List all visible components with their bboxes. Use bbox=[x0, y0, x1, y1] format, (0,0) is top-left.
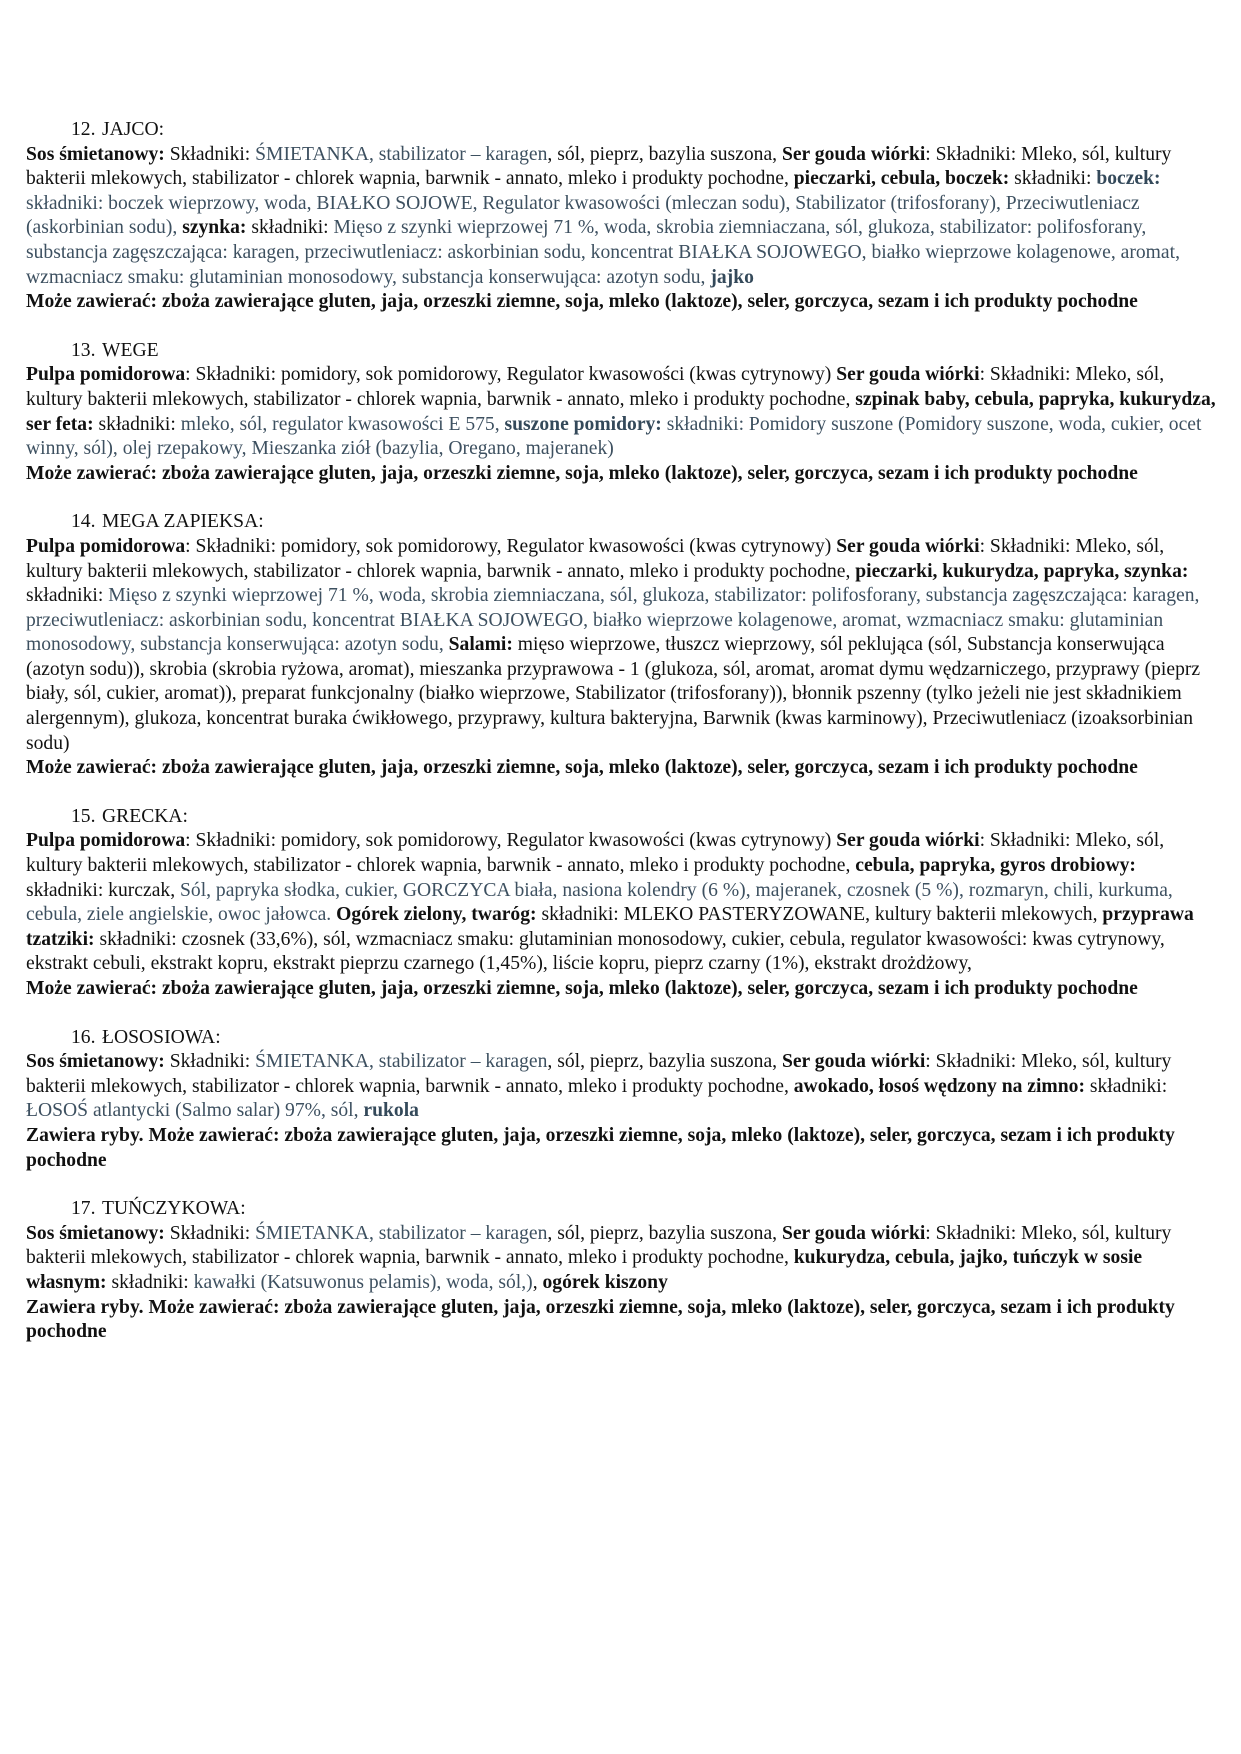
ingredient-name: Sos śmietanowy: bbox=[26, 143, 165, 165]
ingredient-text: składniki: bbox=[26, 585, 109, 607]
ingredient-name: jajko bbox=[710, 266, 754, 288]
ingredient-text: Mięso z szynki wieprzowej 71 %, woda, skrobia ziemniaczana, sól, glukoza, stabilizator: polifosforany, substancja zagęszczająca: karagen, przeciwutleniacz: askorbinian sodu, koncentrat BIAŁKA SOJOWEGO, białko wieprzowe kolagenowe, aromat, wzmacniacz smaku: glutaminian monosodowy, substancja konserwująca: azotyn sodu, bbox=[26, 585, 1200, 656]
ingredient-name: pieczarki, kukurydza, papryka, szynka: bbox=[855, 560, 1189, 582]
ingredient-text: Składniki: bbox=[164, 1222, 256, 1244]
ingredient-name: Ser gouda wiórki bbox=[836, 830, 980, 852]
ingredient-name: boczek: bbox=[1096, 168, 1161, 190]
menu-item-title: TUŃCZYKOWA: bbox=[102, 1198, 246, 1220]
ingredients-document bbox=[26, 118, 1218, 1369]
ingredients-paragraph bbox=[26, 1222, 1218, 1296]
menu-item-heading bbox=[26, 805, 1218, 830]
ingredient-text: składniki: bbox=[1009, 168, 1097, 190]
ingredient-name: Pulpa pomidorowa bbox=[26, 364, 186, 386]
ingredient-name: kukurydza, cebula, jajko, tuńczyk w sosie własnym: bbox=[26, 1247, 1143, 1293]
ingredient-name: szynka: bbox=[182, 217, 247, 239]
ingredient-text: składniki: bbox=[1084, 1075, 1168, 1097]
allergen-warning: Może zawierać: zboża zawierające gluten, jaja, orzeszki ziemne, soja, mleko (laktoze), seler, gorczyca, sezam i ich produkty pochodne bbox=[26, 291, 1138, 313]
ingredient-text: ŁOSOŚ atlantycki (Salmo salar) 97%, sól, bbox=[26, 1100, 364, 1122]
ingredient-text: składniki: Pomidory suszone (Pomidory suszone, woda, cukier, ocet winny, sól), olej rzepakowy, Mieszanka ziół (bazylia, Oregano, majeranek) bbox=[26, 413, 1202, 460]
ingredient-text: : Składniki: Mleko, sól, kultury bakterii mlekowych, stabilizator - chlorek wapnia, barwnik - annato, mleko i produkty pochodne, bbox=[26, 1222, 1172, 1269]
menu-item-title: ŁOSOSIOWA: bbox=[102, 1026, 221, 1048]
ingredient-name: Ser gouda wiórki bbox=[836, 364, 980, 386]
ingredient-name: suszone pomidory: bbox=[504, 413, 662, 435]
ingredient-text: składniki: boczek wieprzowy, woda, BIAŁKO SOJOWE, Regulator kwasowości (mleczan sodu), Stabilizator (trifosforany), Przeciwutleniacz (askorbinian sodu), bbox=[26, 192, 1140, 239]
menu-item-section bbox=[26, 339, 1218, 487]
menu-item-heading bbox=[26, 118, 1218, 143]
ingredients-paragraph bbox=[26, 829, 1218, 977]
menu-item-title: WEGE bbox=[102, 339, 159, 361]
ingredient-text: , sól, pieprz, bazylia suszona, bbox=[547, 1222, 782, 1244]
ingredient-text: ŚMIETANKA, stabilizator – karagen bbox=[255, 143, 548, 165]
ingredient-name: Ser gouda wiórki bbox=[781, 1051, 926, 1073]
allergen-warning: Zawiera ryby. Może zawierać: zboża zawierające gluten, jaja, orzeszki ziemne, soja, mleko (laktoze), seler, gorczyca, sezam i ich produkty pochodne bbox=[26, 1296, 1175, 1343]
menu-item-number: 14. bbox=[71, 511, 96, 533]
ingredient-text: Sól, papryka słodka, cukier, GORCZYCA biała, nasiona kolendry (6 %), majeranek, czosnek (5 %), rozmaryn, chili, kurkuma, cebula, ziele angielskie, owoc jałowca. bbox=[26, 879, 1173, 926]
ingredients-paragraph bbox=[26, 363, 1218, 461]
menu-item-section bbox=[26, 1197, 1218, 1345]
ingredient-text: składniki: bbox=[106, 1271, 194, 1293]
menu-item-section bbox=[26, 118, 1218, 315]
menu-item-number: 12. bbox=[71, 119, 96, 140]
ingredient-name: cebula, papryka, gyros drobiowy: bbox=[855, 855, 1136, 877]
ingredient-text: kawałki (Katsuwonus pelamis), woda, sól,) bbox=[193, 1271, 533, 1293]
ingredient-name: Pulpa pomidorowa bbox=[26, 535, 186, 557]
menu-item-number: 13. bbox=[71, 339, 96, 361]
ingredients-paragraph bbox=[26, 535, 1218, 756]
ingredient-text: , sól, pieprz, bazylia suszona, bbox=[547, 143, 782, 165]
ingredients-paragraph bbox=[26, 1050, 1218, 1124]
menu-item-title: MEGA ZAPIEKSA: bbox=[102, 511, 264, 533]
ingredient-name: Pulpa pomidorowa bbox=[26, 830, 186, 852]
ingredient-name: Ser gouda wiórki bbox=[836, 535, 980, 557]
menu-item-title: GRECKA: bbox=[102, 805, 189, 827]
ingredient-name: awokado, łosoś wędzony na zimno: bbox=[793, 1075, 1085, 1097]
ingredient-name: Ser gouda wiórki bbox=[781, 143, 926, 165]
ingredient-text: mięso wieprzowe, tłuszcz wieprzowy, sól peklująca (sól, Substancja konserwująca (azotyn sodu)), skrobia (skrobia ryżowa, aromat), mieszanka przyprawowa - 1 (glukoza, sól, aromat, aromat dymu wędzarniczego, przyprawy (pieprz biały, sól, cukier, aromat)), preparat funkcjonalny (białko wieprzowe, Stabilizator (trifosforany)), błonnik pszenny (tylko jeżeli nie jest składnikiem alergennym), glukoza, koncentrat buraka ćwikłowego, przyprawy, kultura bakteryjna, Barwnik (kwas karminowy), Przeciwutleniacz (izoaksorbinian sodu) bbox=[26, 634, 1201, 754]
menu-item-section bbox=[26, 805, 1218, 1002]
ingredient-name: szpinak baby, cebula, papryka, kukurydza, ser feta: bbox=[26, 388, 1216, 435]
menu-item-heading bbox=[26, 1197, 1218, 1222]
menu-item-title: JAJCO: bbox=[102, 119, 165, 140]
ingredient-text: składniki: bbox=[246, 217, 334, 239]
menu-item-section bbox=[26, 1026, 1218, 1174]
menu-item-number: 16. bbox=[71, 1026, 96, 1048]
menu-item-heading bbox=[26, 339, 1218, 364]
ingredient-text: : Składniki: pomidory, sok pomidorowy, Regulator kwasowości (kwas cytrynowy) bbox=[185, 535, 837, 557]
ingredient-text: , sól, pieprz, bazylia suszona, bbox=[547, 1051, 782, 1073]
allergen-warning: Zawiera ryby. Może zawierać: zboża zawierające gluten, jaja, orzeszki ziemne, soja, mleko (laktoze), seler, gorczyca, sezam i ich produkty pochodne bbox=[26, 1124, 1175, 1171]
ingredient-name: Salami: bbox=[448, 634, 513, 656]
menu-item-number: 17. bbox=[71, 1198, 96, 1220]
menu-item-heading bbox=[26, 1026, 1218, 1051]
ingredient-text: : Składniki: Mleko, sól, kultury bakterii mlekowych, stabilizator - chlorek wapnia, barwnik - annato, mleko i produkty pochodne, bbox=[26, 1051, 1172, 1097]
ingredient-text: składniki: czosnek (33,6%), sól, wzmacniacz smaku: glutaminian monosodowy, cukier, cebula, regulator kwasowości: kwas cytrynowy, ekstrakt cebuli, ekstrakt kopru, ekstrakt pieprzu czarnego (1,45%), liście kopru, pieprz czarny (1%), ekstrakt drożdżowy, bbox=[26, 928, 1165, 975]
menu-item-section bbox=[26, 510, 1218, 781]
ingredient-name: przyprawa tzatziki: bbox=[26, 904, 1194, 950]
ingredient-text: składniki: MLEKO PASTERYZOWANE, kultury bakterii mlekowych, bbox=[536, 904, 1103, 926]
ingredient-name: Ser gouda wiórki bbox=[781, 1222, 926, 1244]
allergen-warning: Może zawierać: zboża zawierające gluten, jaja, orzeszki ziemne, soja, mleko (laktoze), seler, gorczyca, sezam i ich produkty pochodne bbox=[26, 978, 1138, 999]
ingredient-text: ŚMIETANKA, stabilizator – karagen bbox=[255, 1222, 548, 1244]
ingredient-text: : Składniki: Mleko, sól, kultury bakterii mlekowych, stabilizator - chlorek wapnia, barwnik - annato, mleko i produkty pochodne, bbox=[26, 535, 1165, 582]
ingredient-name: rukola bbox=[363, 1100, 419, 1122]
ingredient-text: : Składniki: Mleko, sól, kultury bakterii mlekowych, stabilizator - chlorek wapnia, barwnik - annato, mleko i produkty pochodne, bbox=[26, 830, 1165, 877]
ingredient-text: : Składniki: Mleko, sól, kultury bakterii mlekowych, stabilizator - chlorek wapnia, barwnik - annato, mleko i produkty pochodne, bbox=[26, 364, 1165, 410]
ingredient-text: : Składniki: pomidory, sok pomidorowy, Regulator kwasowości (kwas cytrynowy) bbox=[185, 830, 837, 852]
ingredient-text: Mięso z szynki wieprzowej 71 %, woda, skrobia ziemniaczana, sól, glukoza, stabilizator: polifosforany, substancja zagęszczająca: karagen, przeciwutleniacz: askorbinian sodu, koncentrat BIAŁKA SOJOWEGO, białko wieprzowe kolagenowe, aromat, wzmacniacz smaku: glutaminian monosodowy, substancja konserwująca: azotyn sodu, bbox=[26, 217, 1180, 288]
ingredient-text: , bbox=[532, 1271, 543, 1293]
menu-sections-list bbox=[26, 118, 1218, 1345]
ingredient-text: Składniki: bbox=[164, 143, 256, 165]
menu-item-heading bbox=[26, 510, 1218, 535]
ingredients-paragraph bbox=[26, 143, 1218, 291]
ingredient-text: składniki: kurczak, bbox=[26, 879, 180, 901]
ingredient-text: : Składniki: pomidory, sok pomidorowy, Regulator kwasowości (kwas cytrynowy) bbox=[185, 364, 837, 386]
ingredient-text: : Składniki: Mleko, sól, kultury bakterii mlekowych, stabilizator - chlorek wapnia, barwnik - annato, mleko i produkty pochodne, bbox=[26, 143, 1172, 190]
ingredient-name: Sos śmietanowy: bbox=[26, 1222, 165, 1244]
ingredient-name: Ogórek zielony, twaróg: bbox=[336, 904, 537, 926]
menu-item-number: 15. bbox=[71, 805, 96, 827]
ingredient-text: ŚMIETANKA, stabilizator – karagen bbox=[255, 1051, 548, 1073]
ingredient-name: ogórek kiszony bbox=[542, 1271, 668, 1293]
ingredient-text: mleko, sól, regulator kwasowości E 575, bbox=[180, 413, 505, 435]
ingredient-name: Sos śmietanowy: bbox=[26, 1051, 165, 1073]
ingredient-name: pieczarki, cebula, boczek: bbox=[793, 168, 1010, 190]
allergen-warning: Może zawierać: zboża zawierające gluten, jaja, orzeszki ziemne, soja, mleko (laktoze), seler, gorczyca, sezam i ich produkty pochodne bbox=[26, 757, 1138, 779]
ingredient-text: Składniki: bbox=[164, 1051, 256, 1073]
ingredient-text: składniki: bbox=[93, 413, 181, 435]
allergen-warning: Może zawierać: zboża zawierające gluten, jaja, orzeszki ziemne, soja, mleko (laktoze), seler, gorczyca, sezam i ich produkty pochodne bbox=[26, 462, 1138, 484]
